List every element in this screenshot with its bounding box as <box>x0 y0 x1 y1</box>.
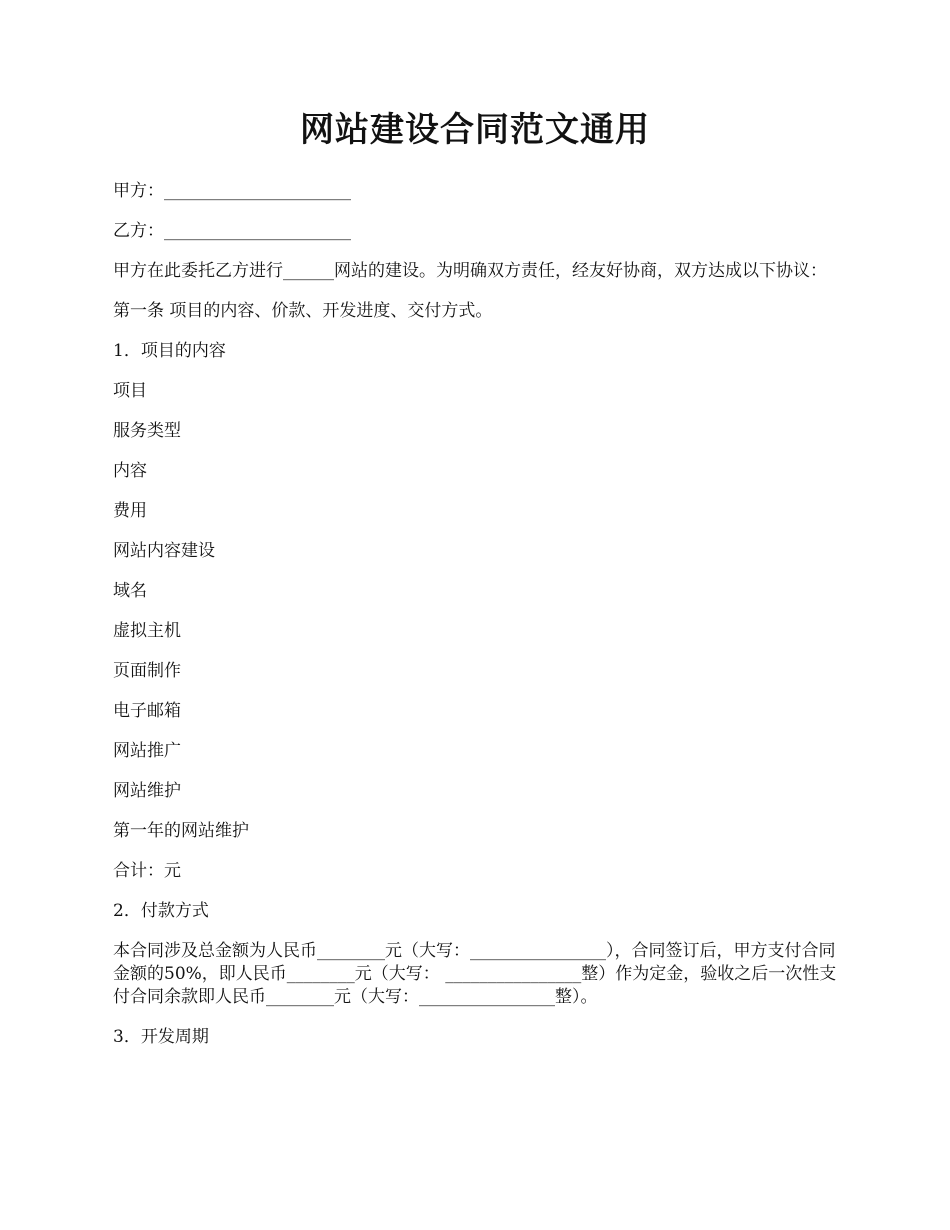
list-item: 网站维护 <box>113 781 181 801</box>
list-item: 第一年的网站维护 <box>113 821 249 841</box>
article-one-heading: 第一条 项目的内容、价款、开发进度、交付方式。 <box>113 301 493 321</box>
document-body <box>113 180 843 1066</box>
list-item: 虚拟主机 <box>113 621 181 641</box>
section-heading-development-period: 3．开发周期 <box>113 1027 209 1047</box>
party-a-line: 甲方：______________________ <box>113 181 351 201</box>
section-heading-project-content: 1．项目的内容 <box>113 341 226 361</box>
list-item: 内容 <box>113 461 147 481</box>
party-b-line: 乙方：______________________ <box>113 221 351 241</box>
list-item: 项目 <box>113 381 147 401</box>
list-item: 费用 <box>113 501 147 521</box>
total-line: 合计：元 <box>113 861 181 881</box>
payment-paragraph: 本合同涉及总金额为人民币________元（大写：________________），合同签订后，甲方支付合同金额的50%，即人民币________元（大写： ________________整）作为定金，验收之后一次性支付合同余款即人民币________元（大写：________________整）。 <box>113 941 837 1007</box>
list-item: 网站推广 <box>113 741 181 761</box>
list-item: 电子邮箱 <box>113 701 181 721</box>
list-item: 页面制作 <box>113 661 181 681</box>
document-title: 网站建设合同范文通用 <box>300 110 650 150</box>
list-item: 服务类型 <box>113 421 181 441</box>
section-heading-payment: 2．付款方式 <box>113 901 209 921</box>
intro-paragraph: 甲方在此委托乙方进行______网站的建设。为明确双方责任，经友好协商，双方达成以下协议： <box>113 261 827 281</box>
list-item: 网站内容建设 <box>113 541 215 561</box>
list-item: 域名 <box>113 581 147 601</box>
